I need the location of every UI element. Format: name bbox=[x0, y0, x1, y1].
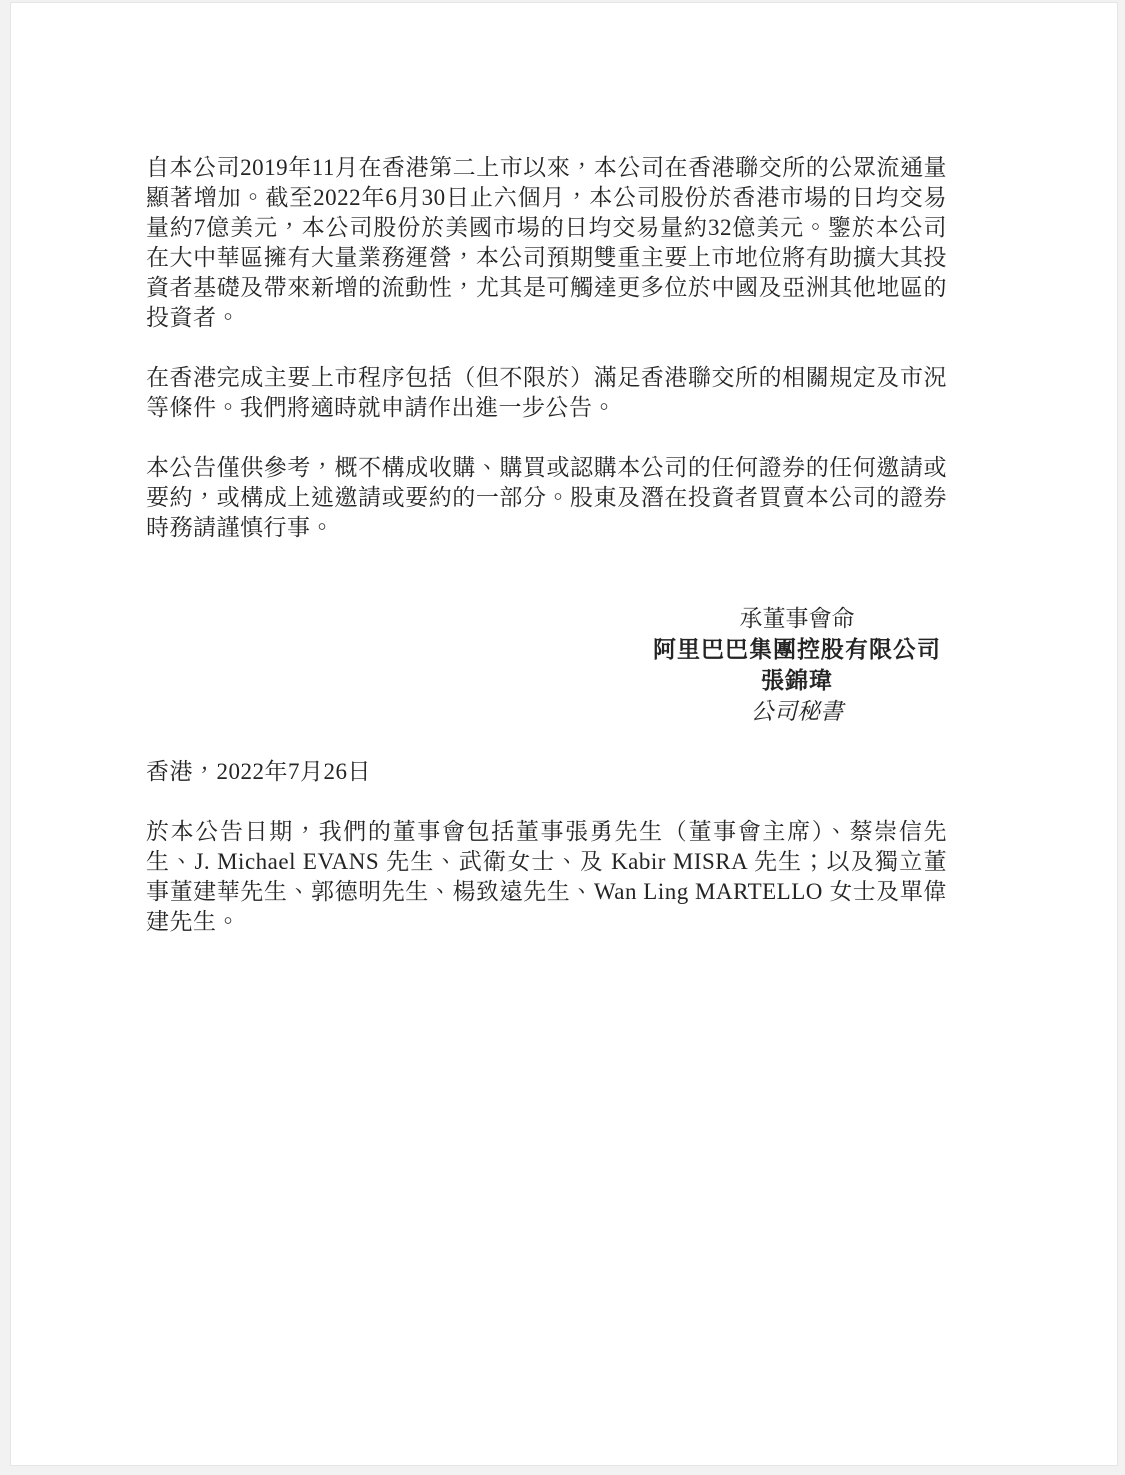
company-secretary-title: 公司秘書 bbox=[751, 699, 843, 724]
paragraph-primary-listing-process: 在香港完成主要上市程序包括（但不限於）滿足香港聯交所的相關規定及市況等條件。我們將適時就申請作出進一步公告。 bbox=[146, 365, 947, 420]
paragraph-board-composition: 於本公告日期，我們的董事會包括董事張勇先生（董事會主席）、蔡崇信先生、J. Michael EVANS 先生、武衛女士、及 Kabir MISRA 先生；以及獨立董事董建華先生、郭德明先生、楊致遠先生、Wan Ling MARTELLO 女士及單偉建先生。 bbox=[146, 819, 947, 934]
dateline: 香港，2022年7月26日 bbox=[146, 759, 371, 784]
company-name: 阿里巴巴集團控股有限公司 bbox=[653, 637, 941, 662]
company-secretary-name: 張錦瑋 bbox=[761, 668, 833, 693]
paragraph-liquidity-increase: 自本公司2019年11月在香港第二上市以來，本公司在香港聯交所的公眾流通量顯著增加。截至2022年6月30日止六個月，本公司股份於香港市場的日均交易量約7億美元，本公司股份於美國市場的日均交易量約32億美元。鑒於本公司在大中華區擁有大量業務運營，本公司預期雙重主要上市地位將有助擴大其投資者基礎及帶來新增的流動性，尤其是可觸達更多位於中國及亞洲其他地區的投資者。 bbox=[146, 155, 947, 330]
paragraph-disclaimer: 本公告僅供參考，概不構成收購、購買或認購本公司的任何證券的任何邀請或要約，或構成上述邀請或要約的一部分。股東及潛在投資者買賣本公司的證券時務請謹慎行事。 bbox=[146, 455, 947, 540]
announcement-page bbox=[10, 2, 1118, 1466]
announcement-content bbox=[11, 3, 1117, 967]
signature-block bbox=[647, 603, 947, 727]
by-order-of-board-line: 承董事會命 bbox=[739, 606, 855, 631]
